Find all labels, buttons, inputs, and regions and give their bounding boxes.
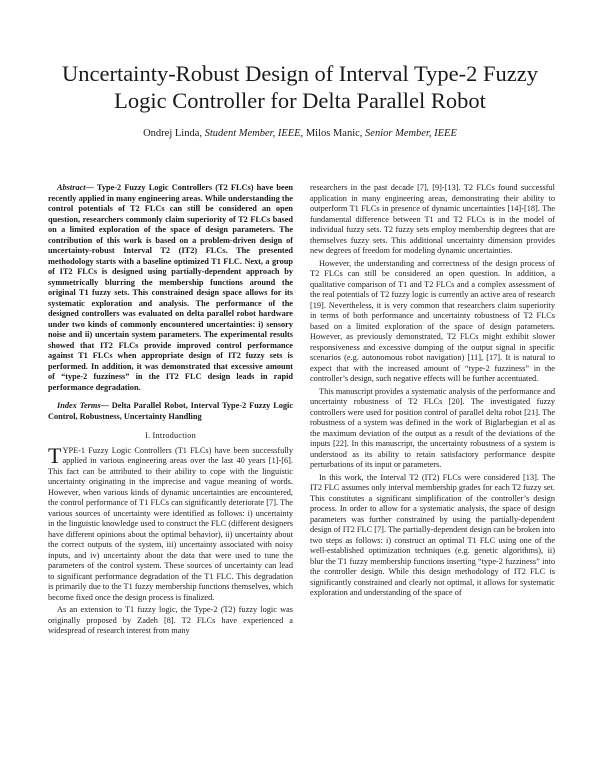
- intro-paragraph-1-text: YPE-1 Fuzzy Logic Controllers (T1 FLCs) have been successfully applied in various engineering areas over the last 40 years [1]-[6]. This fact can be attributed to their ability to cope with the linguistic uncertainty originating in the imprecise and vague meaning of words. However, when various kinds of dynamic uncertainties are encountered, the control performance of T1 FLCs can significantly deteriorate [7]. The various sources of uncertainty were identified as follows: i) uncertainty in the linguistic knowledge used to construct the FLC (different designers have different opinions about the optimal behavior), ii) uncertainty about the correct outputs of the system, iii) uncertainty associated with noisy inputs, and iv) uncertainty about the data that were used to tune the parameters of the control system. These sources of uncertainty can lead to significant performance degradation of the T1 FLC. This degradation is primarily due to the T1 fuzzy membership functions themselves, which become fixed once the design process is finalized.: [48, 445, 293, 602]
- intro-paragraph-1: [48, 442, 293, 604]
- author-1-name: Ondrej Linda,: [143, 128, 202, 139]
- right-paragraph-3: This manuscript provides a systematic analysis of the performance and uncertainty robustness of T2 FLCs [20]. The investigated fuzzy controllers were used for position control of parallel delta robot [21]. The robustness of a system was defined in the work of Biglarbegian et al as the maximum deviation of the output as a result of the deviations of the inputs [22]. In this manuscript, the uncertainty robustness of a system is understood as its ability to retain satisfactory performance despite perturbations of its input or parameters.: [310, 386, 555, 469]
- drop-cap: T: [48, 442, 62, 468]
- section-heading-introduction: I. Introduction: [145, 431, 196, 440]
- index-terms-text: Delta Parallel Robot, Interval Type-2 Fuzzy Logic Control, Robustness, Uncertainty Handling: [48, 401, 294, 421]
- right-paragraph-4: In this work, the Interval T2 (IT2) FLCs were considered [13]. The IT2 FLC assumes only interval membership grades for each T2 fuzzy set. This constitutes a significant simplification of the controller’s design process. In order to allow for a systematic analysis, the space of design parameters was further constrained by using the partially-dependent design of IT2 FLC [7]. The partially-dependent design can be broken into two steps as follows: i) construct an optimal T1 FLC using one of the well-established optimization techniques (e.g. genetic algorithms), ii) blur the T1 fuzzy membership functions inserting “type-2 fuzziness” into the controller design. While this design methodology of IT2 FLC is significantly constrained and clearly not optimal, it allows for systematic exploration and understanding of the space of: [310, 472, 555, 597]
- index-terms-label: Index Terms—: [57, 401, 109, 410]
- author-1-affiliation: Student Member, IEEE,: [204, 128, 304, 139]
- author-2-affiliation: Senior Member, IEEE: [365, 128, 457, 139]
- left-column: [48, 183, 293, 639]
- index-terms: [48, 401, 293, 422]
- right-column: [310, 183, 555, 601]
- abstract-label: Abstract—: [57, 183, 94, 192]
- author-line: [40, 128, 560, 139]
- abstract: [48, 183, 293, 393]
- paper-title: Uncertainty-Robust Design of Interval Type-2 Fuzzy Logic Controller for Delta Parallel Robot: [61, 61, 538, 113]
- intro-paragraph-2: As an extension to T1 fuzzy logic, the Type-2 (T2) fuzzy logic was originally proposed by Zadeh [8]. T2 FLCs have experienced a widespread of research interest from many: [48, 605, 293, 635]
- abstract-text: Type-2 Fuzzy Logic Controllers (T2 FLCs) have been recently applied in many engineering areas. While understanding the control potentials of T2 FLCs can still be considered an open question, researchers commonly claim superiority of T2 FLCs based on a limited exploration of the space of design parameters. The contribution of this work is based on a problem-driven design of uncertainty-robust Interval T2 (IT2) FLCs. The presented methodology starts with a baseline optimized T1 FLC. Next, a group of IT2 FLCs is designed using partially-dependent approach by symmetrically blurring the membership functions around the original T1 fuzzy sets. This constrained design space allows for its systematic exploration and analysis. The performance of the designed controllers was evaluated on delta parallel robot hardware under two kinds of commonly encountered uncertainties: i) sensory noise and ii) uncertain system parameters. The experimental results showed that IT2 FLCs provide improved control performance against T1 FLCs when appropriate design of IT2 fuzzy sets is performed. In addition, it was demonstrated that excessive amount of “type-2 fuzziness” in the IT2 FLC design leads in rapid performance degradation.: [48, 183, 293, 392]
- author-2-name: Milos Manic,: [305, 128, 363, 139]
- right-paragraph-2: However, the understanding and correctness of the design process of T2 FLCs can still be considered an open question. In addition, a qualitative comparison of T1 and T2 FLCs and a complex assessment of the real potentials of T2 fuzzy logic is currently an active area of research [19]. Nevertheless, it is very common that researchers claim superiority in terms of both performance and uncertainty robustness of T2 FLCs based on a limited exploration of the space of design parameters. However, as previously demonstrated, T2 FLCs might exhibit slower responsiveness and excessive dumping of the output signal in specific scenarios (e.g. autonomous robot navigation) [11], [17]. It is natural to expect that with the increased amount of “type-2 fuzziness” in the controller’s design, such negative effects will be further accentuated.: [310, 258, 555, 383]
- right-paragraph-1: researchers in the past decade [7], [9]-[13]. T2 FLCs found successful application in many engineering areas, demonstrating their ability to outperform T1 FLCs in presence of dynamic uncertainties [14]-[18]. The fundamental difference between T1 and T2 FLCs is in the model of individual fuzzy sets. T2 fuzzy sets employ membership degrees that are themselves fuzzy sets. This additional uncertainty dimension provides new degrees of freedom for modeling dynamic uncertainties.: [310, 183, 555, 255]
